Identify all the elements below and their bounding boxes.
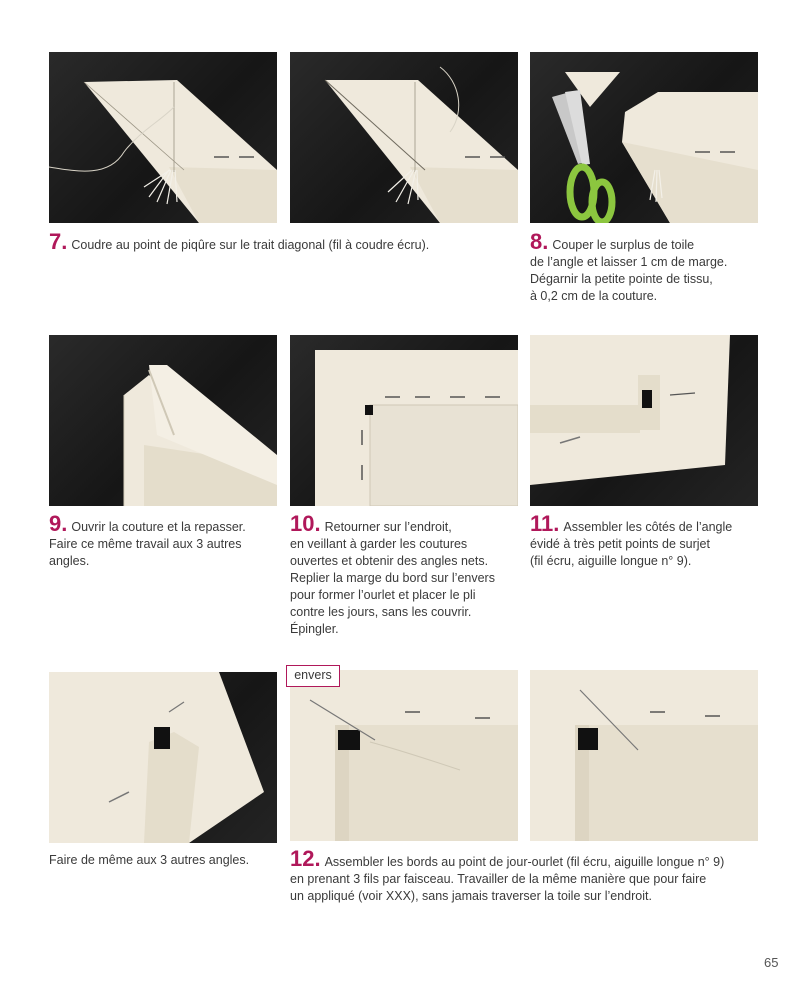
step-text-line: Replier la marge du bord sur l’envers bbox=[290, 571, 495, 585]
step-number: 8. bbox=[530, 229, 549, 254]
step-text: Coudre au point de piqûre sur le trait diagonal (fil à coudre écru). bbox=[71, 238, 430, 252]
photo-step-7a bbox=[49, 52, 277, 223]
step-text-line: pour former l’ourlet et placer le pli bbox=[290, 588, 476, 602]
photo-corner-all bbox=[49, 672, 277, 843]
photo-step-12b bbox=[530, 670, 758, 841]
step-text-line: Faire ce même travail aux 3 autres bbox=[49, 537, 242, 551]
step-text-line: de l’angle et laisser 1 cm de marge. bbox=[530, 255, 728, 269]
step-text-line: angles. bbox=[49, 554, 90, 568]
page-number: 65 bbox=[764, 955, 779, 970]
step-text-line: Dégarnir la petite pointe de tissu, bbox=[530, 272, 713, 286]
step-number: 9. bbox=[49, 511, 68, 536]
caption-step-10 bbox=[290, 511, 525, 638]
step-text-line: (fil écru, aiguille longue n° 9). bbox=[530, 554, 692, 568]
step-number: 10. bbox=[290, 511, 321, 536]
step-text-line: en veillant à garder les coutures bbox=[290, 537, 468, 551]
step-number: 7. bbox=[49, 229, 68, 254]
photo-step-9 bbox=[49, 335, 277, 506]
photo-step-8 bbox=[530, 52, 758, 223]
step-number: 12. bbox=[290, 846, 321, 871]
envers-label: envers bbox=[286, 665, 340, 687]
step-text-line: contre les jours, sans les couvrir. bbox=[290, 605, 472, 619]
caption-step-8 bbox=[530, 229, 770, 305]
step-text-line: à 0,2 cm de la couture. bbox=[530, 289, 658, 303]
caption-step-9 bbox=[49, 511, 279, 570]
step-text-line: Ouvrir la couture et la repasser. bbox=[71, 520, 246, 534]
caption-step-11 bbox=[530, 511, 770, 570]
photo-step-11 bbox=[530, 335, 758, 506]
step-text-line: Couper le surplus de toile bbox=[552, 238, 695, 252]
step-text-line: Assembler les côtés de l’angle bbox=[563, 520, 733, 534]
step-text-line: Retourner sur l’endroit, bbox=[324, 520, 452, 534]
step-text-line: ouvertes et obtenir des angles nets. bbox=[290, 554, 489, 568]
caption-step-12 bbox=[290, 846, 770, 905]
photo-step-12a bbox=[290, 670, 518, 841]
caption-step-7 bbox=[49, 229, 509, 254]
step-number: 11. bbox=[530, 511, 560, 536]
step-text-line: en prenant 3 fils par faisceau. Travailler de la même manière que pour faire bbox=[290, 872, 707, 886]
photo-step-10 bbox=[290, 335, 518, 506]
caption-side-note: Faire de même aux 3 autres angles. bbox=[49, 853, 250, 867]
step-text-line: évidé à très petit points de surjet bbox=[530, 537, 710, 551]
step-text-line: un appliqué (voir XXX), sans jamais traverser la toile sur l’endroit. bbox=[290, 889, 652, 903]
step-text-line: Épingler. bbox=[290, 622, 339, 636]
photo-step-7b bbox=[290, 52, 518, 223]
step-text-line: Assembler les bords au point de jour-ourlet (fil écru, aiguille longue n° 9) bbox=[324, 855, 725, 869]
